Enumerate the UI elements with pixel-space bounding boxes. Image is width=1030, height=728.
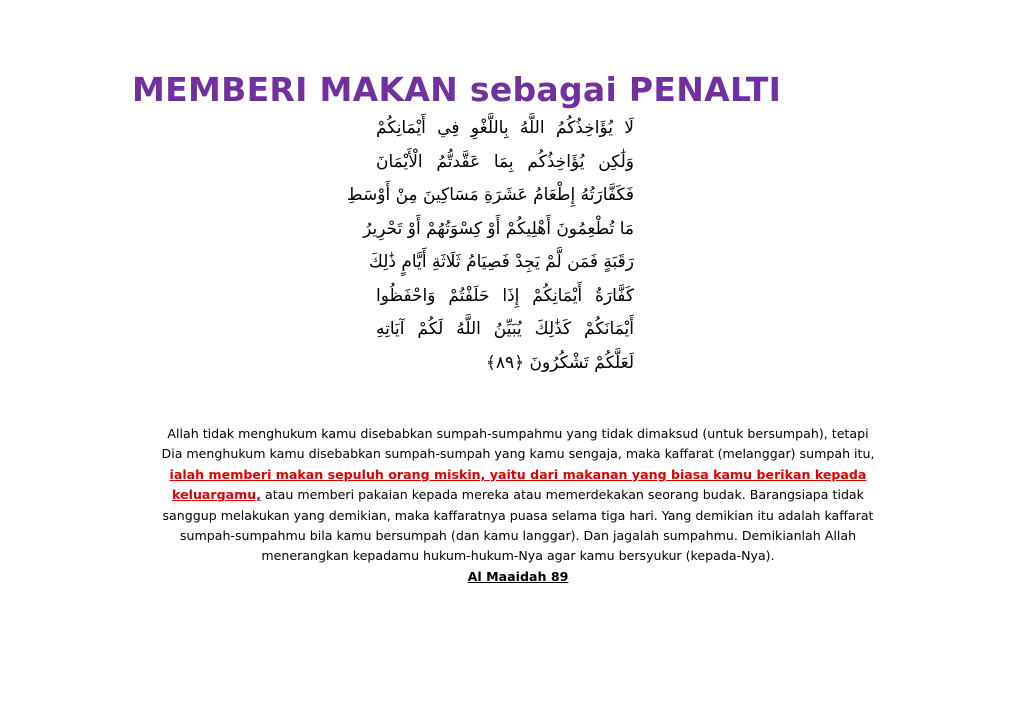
translation-line: sanggup melakukan yang demikian, maka kaffaratnya puasa selama tiga hari. Yang demikian itu adalah kaffarat: [162, 507, 874, 523]
highlighted-phrase: ialah memberi makan sepuluh orang miskin, yaitu dari makanan yang biasa kamu berikan kepada: [169, 466, 867, 482]
quran-verse-line: كَفَّارَةُ أَيْمَانِكُمْ إِذَا حَلَفْتُمْ وَاحْفَظُوا: [376, 285, 634, 306]
translation-line: Dia menghukum kamu disebabkan sumpah-sumpah yang kamu sengaja, maka kaffarat (melanggar) sumpah itu,: [161, 446, 875, 462]
verse-reference: Al Maaidah 89: [467, 568, 569, 584]
highlighted-phrase-end: keluargamu,: [172, 487, 262, 503]
translation-line: sumpah-sumpahmu bila kamu bersumpah (dan kamu langgar). Dan jagalah sumpahmu. Demikianlah Allah: [179, 528, 857, 544]
translation-paragraph: [122, 424, 914, 587]
translation-line: atau memberi pakaian kepada mereka atau memerdekakan seorang budak. Barangsiapa tidak: [261, 487, 864, 503]
quran-verse-line: مَا تُطْعِمُونَ أَهْلِيكُمْ أَوْ كِسْوَتُهُمْ أَوْ تَحْرِيرُ: [363, 218, 634, 239]
translation-line: menerangkan kepadamu hukum-hukum-Nya agar kamu bersyukur (kepada-Nya).: [261, 548, 775, 564]
quran-verse-line: لَعَلَّكُمْ تَشْكُرُونَ ﴿٨٩﴾: [485, 352, 634, 373]
quran-verse-line: وَلَٰكِن يُؤَاخِذُكُم بِمَا عَقَّدتُّمُ الْأَيْمَانَ: [376, 151, 634, 172]
quran-verse-block: [346, 112, 634, 380]
quran-verse-line: لَا يُؤَاخِذُكُمُ اللَّهُ بِاللَّغْوِ فِي أَيْمَانِكُمْ: [376, 118, 634, 138]
translation-line: Allah tidak menghukum kamu disebabkan sumpah-sumpahmu yang tidak dimaksud (untuk bersumpah), tetapi: [167, 426, 869, 441]
slide-title: MEMBERI MAKAN sebagai PENALTI: [132, 70, 782, 109]
quran-verse-line: رَقَبَةٍ فَمَن لَّمْ يَجِدْ فَصِيَامُ ثَلَاثَةِ أَيَّامٍ ذَٰلِكَ: [368, 252, 634, 272]
quran-verse-line: أَيْمَانَكُمْ كَذَٰلِكَ يُبَيِّنُ اللَّهُ لَكُمْ آيَاتِهِ: [376, 319, 634, 339]
quran-verse-line: فَكَفَّارَتُهُ إِطْعَامُ عَشَرَةِ مَسَاكِينَ مِنْ أَوْسَطِ: [346, 185, 634, 205]
